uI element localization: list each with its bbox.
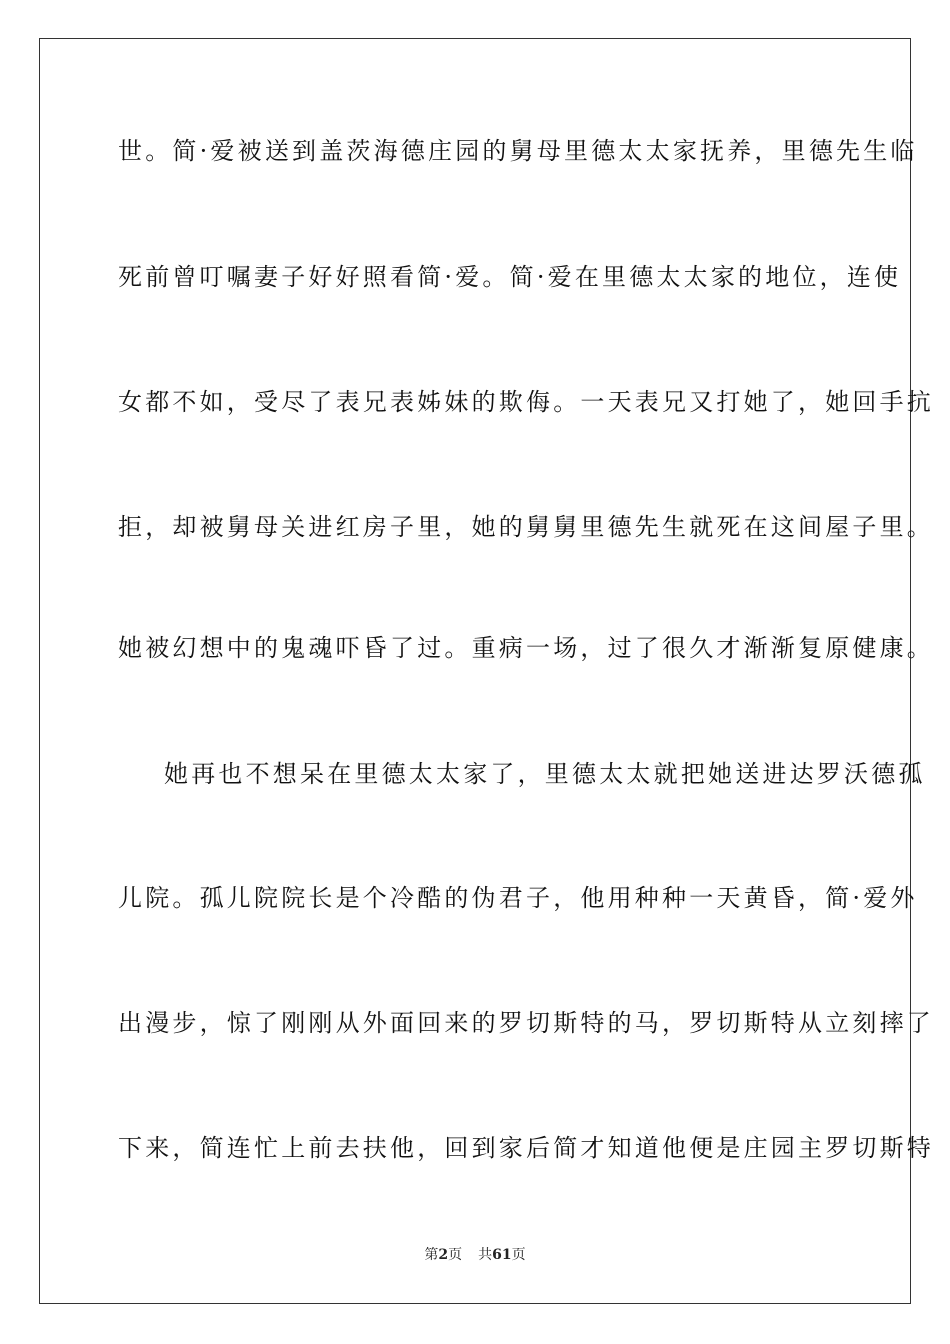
total-pages: 61 [492, 1247, 512, 1263]
page-number: 2 [438, 1247, 449, 1263]
body-line-2: 死前曾叮嘱妻子好好照看简·爱。简·爱在里德太太家的地位，连使 [118, 263, 902, 291]
page-frame [39, 38, 934, 1304]
page-suffix: 页 [448, 1247, 463, 1263]
total-suffix: 页 [511, 1247, 526, 1263]
total-prefix: 共 [478, 1247, 493, 1263]
body-line-3: 女都不如，受尽了表兄表姊妹的欺侮。一天表兄又打她了，她回手抗 [118, 388, 934, 416]
body-line-6-paragraph-start: 她再也不想呆在里德太太家了，里德太太就把她送进达罗沃德孤 [164, 760, 926, 788]
page-prefix: 第 [424, 1247, 439, 1263]
page-footer [0, 1246, 950, 1264]
body-line-4: 拒，却被舅母关进红房子里，她的舅舅里德先生就死在这间屋子里。 [118, 513, 934, 541]
body-line-5: 她被幻想中的鬼魂吓昏了过。重病一场，过了很久才渐渐复原健康。 [118, 634, 934, 662]
body-line-7: 儿院。孤儿院院长是个冷酷的伪君子，他用种种一天黄昏，简·爱外 [118, 884, 918, 912]
body-line-1: 世。简·爱被送到盖茨海德庄园的舅母里德太太家抚养，里德先生临 [118, 137, 918, 165]
body-line-9: 下来，简连忙上前去扶他，回到家后简才知道他便是庄园主罗切斯特 [118, 1134, 934, 1162]
body-line-8: 出漫步，惊了刚刚从外面回来的罗切斯特的马，罗切斯特从立刻摔了 [118, 1009, 934, 1037]
